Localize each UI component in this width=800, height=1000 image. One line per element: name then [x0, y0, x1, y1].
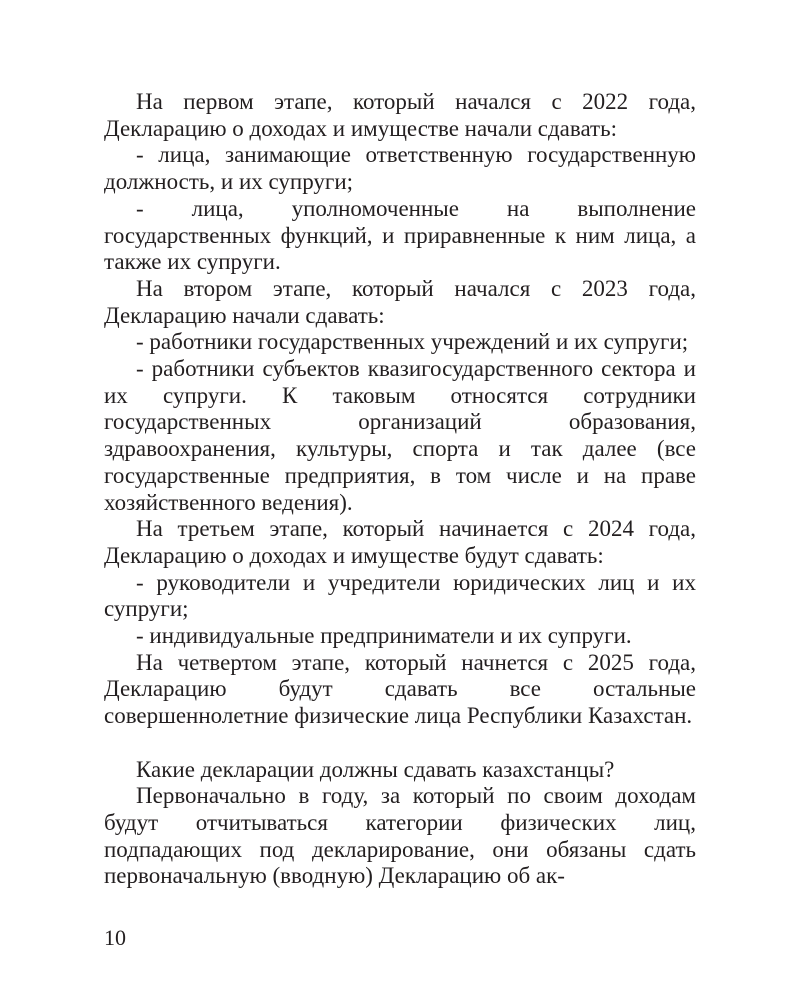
body-text [104, 89, 696, 890]
blank-line [104, 730, 696, 757]
list-item-responsible-officials: - лица, занимающие ответственную государственную должность, и их супруги; [104, 142, 696, 195]
paragraph-stage-two-intro: На втором этапе, который начался с 2023 года, Декларацию начали сдавать: [104, 275, 696, 328]
list-item-state-institution-workers: - работники государственных учреждений и их супруги; [136, 329, 689, 355]
question-heading: Какие декларации должны сдавать казахстанцы? [136, 756, 615, 782]
list-item-company-heads: - руководители и учредители юридических лиц и их супруги; [104, 569, 696, 622]
page-number: 10 [104, 925, 126, 950]
paragraph-stage-three-intro: На третьем этапе, который начинается с 2024 года, Декларацию о доходах и имуществе будут сдавать: [104, 516, 696, 568]
paragraph-stage-four: На четвертом этапе, который начнется с 2025 года, Декларацию будут сдавать все остальные совершеннолетние физические лица Республики Казахстан. [104, 649, 696, 729]
list-item-authorized-persons: - лица, уполномоченные на выполнение государственных функций, и приравненные к ним лица, а также их супруги. [104, 195, 696, 275]
paragraph-stage-one-intro: На первом этапе, который начался с 2022 года, Декларацию о доходах и имуществе начали сдавать: [104, 89, 696, 141]
paragraph-initial-declaration: Первоначально в году, за который по своим доходам будут отчитываться категории физических лиц, подпадающих под декларирование, они обязаны сдать первоначальную (вводную) Декларацию об ак- [104, 783, 696, 889]
list-item-entrepreneurs: - индивидуальные предприниматели и их супруги. [136, 623, 632, 649]
list-item-quasi-public-sector-workers: - работники субъектов квазигосударственного сектора и их супруги. К таковым относятся сотрудники государственных организаций образования, здравоохранения, культуры, спорта и так далее (все государственные предприятия, в том числе и на праве хозяйственного ведения). [104, 356, 696, 515]
